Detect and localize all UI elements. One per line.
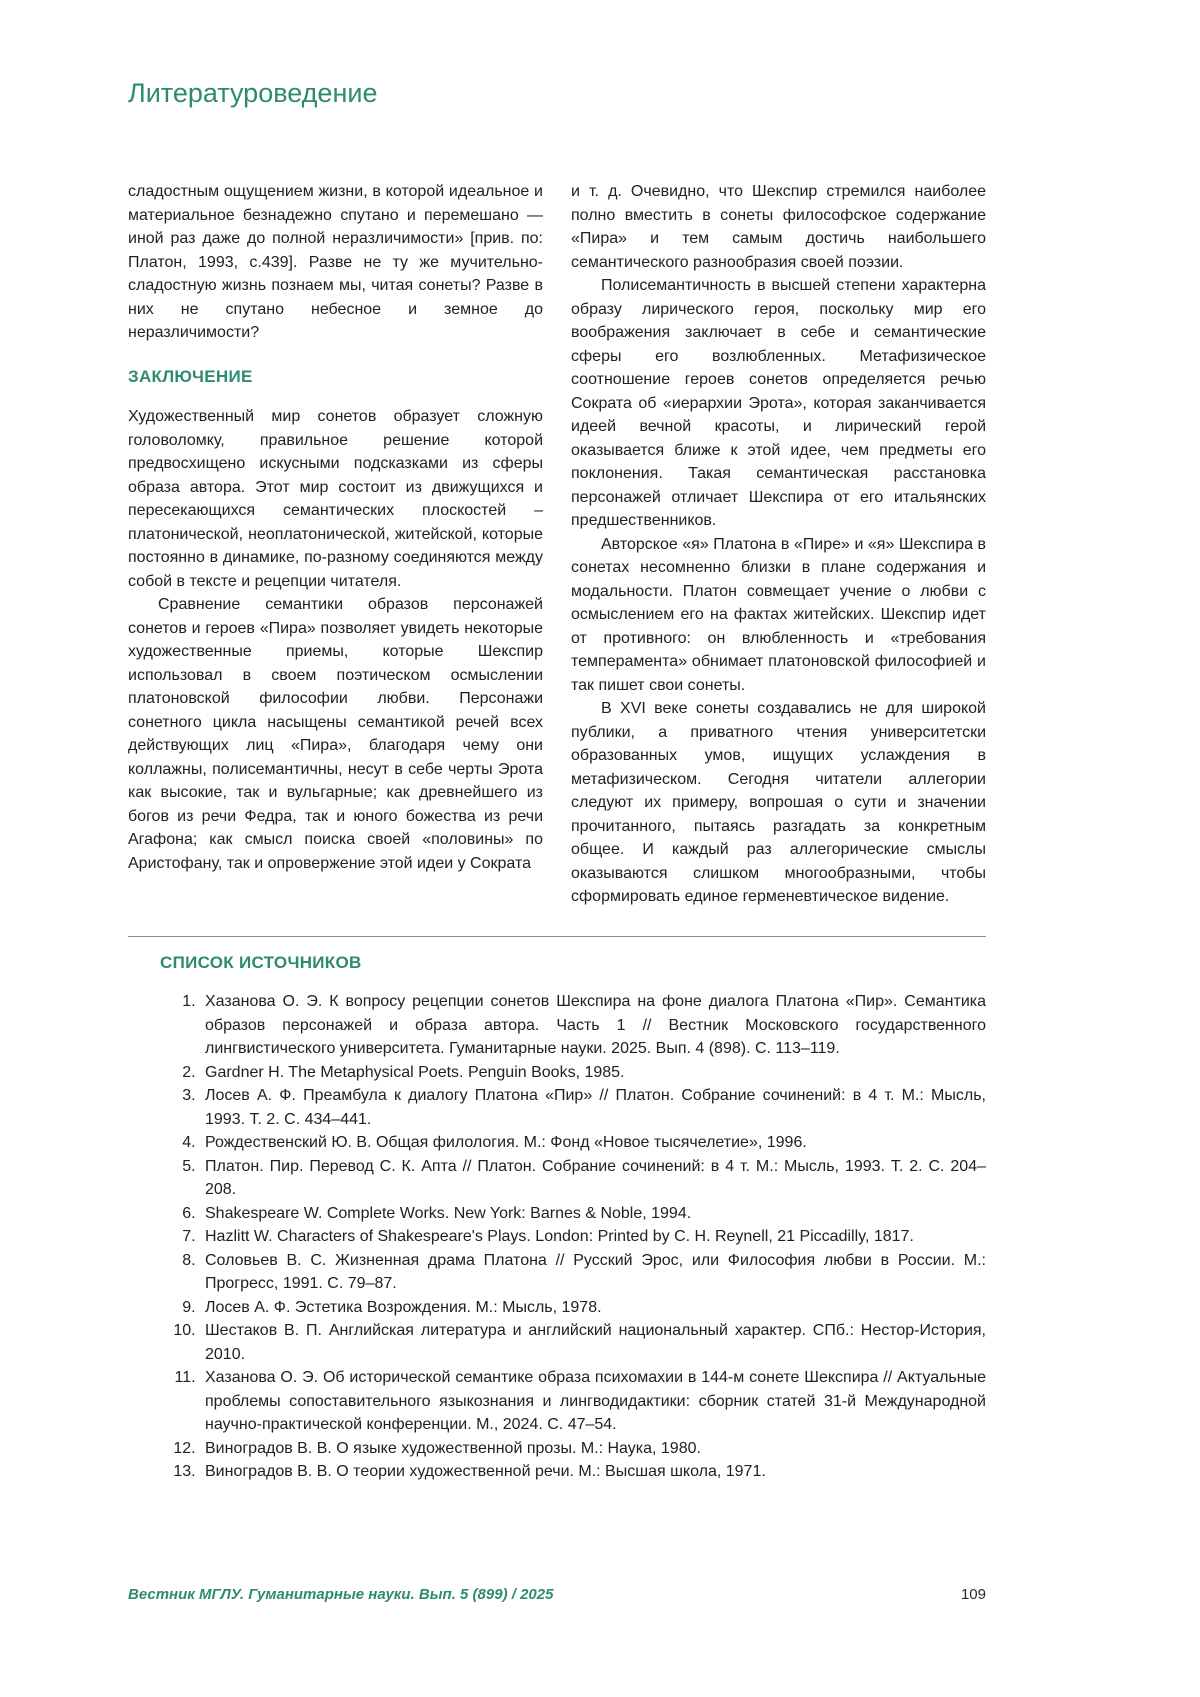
journal-line: Вестник МГЛУ. Гуманитарные науки. Вып. 5 (899) / 2025	[128, 1586, 554, 1603]
sources-section	[128, 936, 986, 1484]
page-number: 109	[960, 1586, 986, 1603]
reference-item: 10. Шестаков В. П. Английская литература и английский национальный характер. СПб.: Нестор-История, 2010.	[200, 1319, 986, 1366]
reference-item: 6. Shakespeare W. Complete Works. New York: Barnes & Noble, 1994.	[200, 1202, 986, 1226]
reference-item: 5. Платон. Пир. Перевод С. К. Апта // Платон. Собрание сочинений: в 4 т. М.: Мысль, 1993. Т. 2. С. 204–208.	[200, 1155, 986, 1202]
references-list	[128, 990, 986, 1484]
reference-item: 11. Хазанова О. Э. Об исторической семантике образа психомахии в 144-м сонете Шекспира // Актуальные проблемы сопоставительного языкознания и лингводидактики: сборник статей 31-й Международной научно-практической конференции. М., 2024. С. 47–54.	[200, 1366, 986, 1437]
left-column	[128, 180, 543, 909]
conclusion-heading: ЗАКЛЮЧЕНИЕ	[128, 366, 253, 386]
paragraph: Сравнение семантики образов персонажей сонетов и героев «Пира» позволяет увидеть некоторые художественные приемы, которые Шекспир использовал в своем поэтическом осмыслении платоновской философии любви. Персонажи сонетного цикла насыщены семантикой речей всех действующих лиц «Пира», благодаря чему они коллажны, полисемантичны, несут в себе черты Эрота как высокие, так и вульгарные; как древнейшего из богов из речи Федра, так и юного божества из речи Агафона; как смысл поиска своей «половины» по Аристофану, так и опровержение этой идеи у Сократа	[128, 596, 543, 872]
paragraph-continuation: сладостным ощущением жизни, в которой идеальное и материальное безнадежно спутано и перемешано — иной раз даже до полной неразличимости» [прив. по: Платон, 1993, с.439]. Разве не ту же мучительно-сладостную жизнь познаем мы, читая сонеты? Разве в них не спутано небесное и земное до неразличимости?	[128, 183, 543, 341]
reference-item: 8. Соловьев В. С. Жизненная драма Платона // Русский Эрос, или Философия любви в России. М.: Прогресс, 1991. С. 79–87.	[200, 1249, 986, 1296]
sources-heading: СПИСОК ИСТОЧНИКОВ	[160, 953, 362, 972]
reference-item: 13. Виноградов В. В. О теории художественной речи. М.: Высшая школа, 1971.	[200, 1460, 986, 1484]
reference-item: 9. Лосев А. Ф. Эстетика Возрождения. М.: Мысль, 1978.	[200, 1296, 986, 1320]
reference-item: 12. Виноградов В. В. О языке художественной прозы. М.: Наука, 1980.	[200, 1437, 986, 1461]
page-footer	[128, 1586, 986, 1603]
section-divider	[128, 936, 986, 937]
paragraph: Авторское «я» Платона в «Пире» и «я» Шекспира в сонетах несомненно близки в плане содержания и модальности. Платон совмещает учение о любви с осмыслением его на фактах житейских. Шекспир идет от противного: он влюбленность и «требования темперамента» обнимает платоновской философией и так пишет свои сонеты.	[571, 535, 986, 694]
paragraph: и т. д. Очевидно, что Шекспир стремился наиболее полно вместить в сонеты философское содержание «Пира» и тем самым достичь наибольшего семантического разнообразия своей поэзии.	[571, 183, 986, 271]
article-body	[128, 180, 986, 909]
paragraph: В XVI веке сонеты создавались не для широкой публики, а приватного чтения университетски образованных умов, ищущих услаждения в метафизическом. Сегодня читатели аллегории следуют их примеру, вопрошая о сути и значении прочитанного, пытаясь разгадать за конкретным общее. И каждый раз аллегорические смыслы оказываются слишком многообразными, чтобы сформировать единое герменевтическое видение.	[571, 700, 986, 905]
reference-item: 1. Хазанова О. Э. К вопросу рецепции сонетов Шекспира на фоне диалога Платона «Пир». Семантика образов персонажей и образа автора. Часть 1 // Вестник Московского государственного лингвистического университета. Гуманитарные науки. 2025. Вып. 4 (898). С. 113–119.	[200, 990, 986, 1061]
reference-item: 4. Рождественский Ю. В. Общая филология. М.: Фонд «Новое тысячелетие», 1996.	[200, 1131, 986, 1155]
paragraph: Полисемантичность в высшей степени характерна образу лирического героя, поскольку мир его воображения заключает в себе и семантические сферы его возлюбленных. Метафизическое соотношение героев сонетов определяется речью Сократа об «иерархии Эрота», которая заканчивается идеей вечной красоты, и лирический герой оказывается ближе к этой идее, чем предметы его поклонения. Такая семантическая расстановка персонажей отличает Шекспира от его итальянских предшественников.	[571, 277, 986, 529]
reference-item: 3. Лосев А. Ф. Преамбула к диалогу Платона «Пир» // Платон. Собрание сочинений: в 4 т. М.: Мысль, 1993. Т. 2. С. 434–441.	[200, 1084, 986, 1131]
reference-item: 7. Hazlitt W. Characters of Shakespeare's Plays. London: Printed by C. H. Reynell, 21 Piccadilly, 1817.	[200, 1225, 986, 1249]
paragraph: Художественный мир сонетов образует сложную головоломку, правильное решение которой предвосхищено искусными подсказками из сферы образа автора. Этот мир состоит из движущихся и пересекающихся семантических плоскостей – платонической, неоплатонической, житейской, которые постоянно в динамике, по-разному соединяются между собой в тексте и рецепции читателя.	[128, 408, 543, 590]
right-column	[571, 180, 986, 909]
section-label: Литературоведение	[128, 78, 378, 108]
reference-item: 2. Gardner H. The Metaphysical Poets. Penguin Books, 1985.	[200, 1061, 986, 1085]
